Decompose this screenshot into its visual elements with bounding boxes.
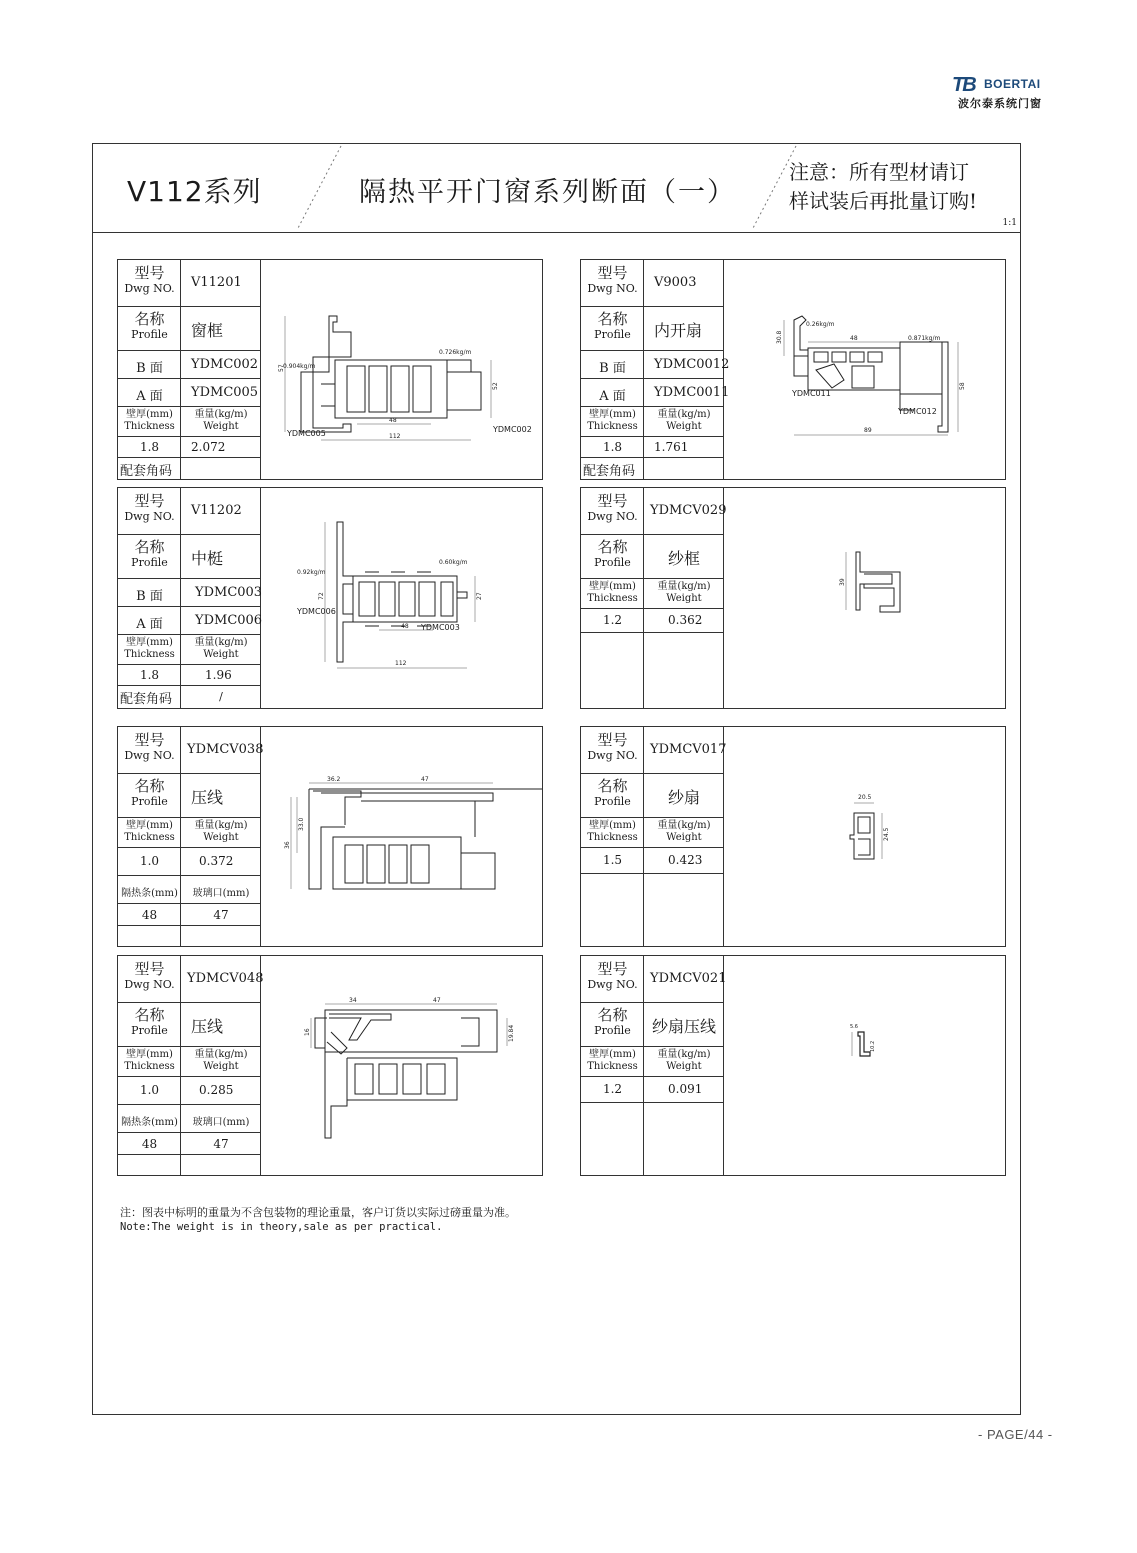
note-zh: 注：图表中标明的重量为不含包装物的理论重量，客户订货以实际过磅重量为准。 bbox=[120, 1206, 516, 1219]
thickness-value: 1.8 bbox=[602, 440, 623, 454]
glass-value: 47 bbox=[213, 908, 229, 922]
dim-h2: 52 bbox=[492, 382, 499, 390]
model-label-zh: 型号 bbox=[134, 960, 165, 978]
model-row bbox=[581, 727, 727, 774]
spec-header-row bbox=[581, 1047, 724, 1077]
name-row bbox=[118, 1003, 261, 1047]
name-label-zh: 名称 bbox=[134, 777, 165, 795]
profile-card-v11201 bbox=[117, 259, 543, 480]
weight-value: 0.091 bbox=[668, 1082, 703, 1096]
thickness-label-zh: 壁厚(mm) bbox=[126, 820, 173, 831]
profile-card-ydmcv017 bbox=[580, 726, 1006, 947]
thickness-label-zh: 壁厚(mm) bbox=[589, 1049, 636, 1060]
profile-card-v9003 bbox=[580, 259, 1006, 480]
a-face-value: YDMC006 bbox=[195, 613, 263, 628]
dim-d1: 5.6 bbox=[850, 1024, 858, 1030]
thickness-label-en: Thickness bbox=[124, 832, 175, 843]
weight-label-zh: 重量(kg/m) bbox=[657, 820, 711, 831]
a-face-label: A 面 bbox=[136, 617, 163, 632]
thickness-label-zh: 壁厚(mm) bbox=[126, 1049, 173, 1060]
dim-d1: 48 bbox=[401, 623, 409, 630]
weight-value: 0.362 bbox=[668, 613, 703, 627]
thickness-label-en: Thickness bbox=[587, 593, 638, 604]
model-row bbox=[118, 488, 261, 535]
dim-h1: 72 bbox=[318, 592, 325, 600]
thickness-label-en: Thickness bbox=[587, 832, 638, 843]
name-value: 压线 bbox=[191, 788, 224, 807]
name-label-zh: 名称 bbox=[597, 1006, 628, 1024]
dim-h1: 19.84 bbox=[508, 1024, 515, 1042]
strip-header-row bbox=[118, 1105, 261, 1133]
weight-label-en: Weight bbox=[203, 421, 239, 432]
name-label-en: Profile bbox=[131, 795, 168, 808]
name-row bbox=[118, 307, 261, 351]
thickness-label-en: Thickness bbox=[124, 1061, 175, 1072]
spec-value-row bbox=[581, 609, 724, 633]
name-value: 窗框 bbox=[191, 321, 224, 340]
weight-label-zh: 重量(kg/m) bbox=[194, 820, 248, 831]
thickness-value: 1.2 bbox=[602, 1082, 623, 1096]
thickness-value: 1.5 bbox=[602, 853, 623, 867]
dim-d1: 20.5 bbox=[858, 794, 872, 801]
brand-logo bbox=[952, 72, 1072, 112]
model-label-zh: 型号 bbox=[134, 492, 165, 510]
model-label-en: Dwg NO. bbox=[587, 978, 638, 991]
model-value: V9003 bbox=[654, 275, 697, 290]
b-face-row bbox=[118, 579, 261, 607]
dim-d1: 48 bbox=[389, 417, 397, 424]
weight-label-en: Weight bbox=[203, 1061, 239, 1072]
glass-value: 47 bbox=[213, 1137, 229, 1151]
b-face-value: YDMC003 bbox=[195, 585, 263, 600]
name-row bbox=[581, 535, 724, 579]
model-value: YDMCV038 bbox=[187, 742, 264, 757]
profile-drawing-v11202 bbox=[261, 488, 542, 708]
b-face-row bbox=[118, 351, 261, 379]
model-label-en: Dwg NO. bbox=[124, 749, 175, 762]
dim-h1: 39 bbox=[839, 578, 846, 586]
a-face-value: YDMC005 bbox=[191, 385, 259, 400]
model-label-zh: 型号 bbox=[134, 731, 165, 749]
strip-value: 48 bbox=[141, 908, 158, 922]
name-value: 压线 bbox=[191, 1017, 224, 1036]
name-row bbox=[118, 535, 261, 579]
model-row bbox=[581, 956, 727, 1003]
dim-h2: 16 bbox=[304, 1028, 311, 1036]
spec-header-row bbox=[118, 407, 261, 437]
dim-w1: 0.904kg/m bbox=[283, 363, 316, 370]
tag-b: YDMC003 bbox=[421, 623, 460, 632]
weight-notes bbox=[120, 1206, 516, 1234]
weight-label-zh: 重量(kg/m) bbox=[194, 637, 248, 648]
name-label-zh: 名称 bbox=[134, 1006, 165, 1024]
dim-h1: 33.0 bbox=[298, 817, 305, 831]
profile-drawing-ydmcv021 bbox=[724, 956, 1005, 1175]
strip-label: 隔热条(mm) bbox=[121, 888, 178, 899]
weight-label-en: Weight bbox=[203, 832, 239, 843]
spec-value-row bbox=[118, 665, 261, 686]
strip-header-row bbox=[118, 876, 261, 904]
profile-card-v11202 bbox=[117, 487, 543, 709]
profile-drawing-ydmcv048 bbox=[261, 956, 542, 1175]
model-label-zh: 型号 bbox=[597, 731, 628, 749]
model-label-en: Dwg NO. bbox=[587, 282, 638, 295]
spec-header-row bbox=[581, 407, 724, 437]
dim-w1: 0.92kg/m bbox=[297, 569, 326, 576]
name-row bbox=[581, 1003, 724, 1047]
dim-d2: 47 bbox=[421, 776, 429, 783]
model-value: YDMCV029 bbox=[650, 503, 727, 518]
b-face-label: B 面 bbox=[599, 361, 626, 376]
thickness-value: 1.8 bbox=[139, 440, 160, 454]
dim-h1: 24.5 bbox=[883, 827, 890, 841]
name-label-en: Profile bbox=[594, 556, 631, 569]
corner-label: 配套角码 bbox=[120, 692, 173, 707]
dim-d2: 112 bbox=[395, 660, 407, 667]
name-value: 纱框 bbox=[667, 549, 700, 568]
spec-value-row bbox=[581, 848, 724, 874]
weight-value: 2.072 bbox=[191, 440, 226, 454]
dim-d2: 47 bbox=[433, 997, 441, 1004]
model-label-en: Dwg NO. bbox=[124, 510, 175, 523]
dim-h1: 57 bbox=[278, 364, 285, 372]
dim-d1: 34 bbox=[349, 997, 357, 1004]
dim-w2: 0.871kg/m bbox=[908, 335, 941, 342]
profile-drawing-ydmcv038 bbox=[261, 727, 542, 946]
model-value: V11201 bbox=[191, 275, 242, 290]
name-label-zh: 名称 bbox=[597, 538, 628, 556]
spec-value-row bbox=[118, 1077, 261, 1105]
name-value: 中梃 bbox=[191, 549, 224, 568]
glass-label: 玻璃口(mm) bbox=[192, 1117, 250, 1128]
logo-subtitle: 波尔泰系统门窗 bbox=[958, 97, 1042, 110]
spec-header-row bbox=[118, 818, 261, 848]
thickness-label-zh: 壁厚(mm) bbox=[589, 820, 636, 831]
strip-value: 48 bbox=[141, 1137, 158, 1151]
spec-value-row bbox=[118, 437, 261, 458]
a-face-row bbox=[118, 379, 261, 407]
corner-row bbox=[581, 458, 724, 479]
b-face-value: YDMC0012 bbox=[654, 357, 730, 372]
weight-label-zh: 重量(kg/m) bbox=[657, 1049, 711, 1060]
profile-card-ydmcv021 bbox=[580, 955, 1006, 1176]
thickness-label-en: Thickness bbox=[587, 421, 638, 432]
corner-value: / bbox=[219, 690, 223, 703]
order-notice bbox=[789, 158, 1017, 216]
thickness-label-zh: 壁厚(mm) bbox=[126, 637, 173, 648]
name-row bbox=[581, 307, 724, 351]
strip-value-row bbox=[118, 904, 261, 926]
name-label-en: Profile bbox=[131, 556, 168, 569]
name-label-en: Profile bbox=[594, 1024, 631, 1037]
model-label-en: Dwg NO. bbox=[587, 749, 638, 762]
a-face-label: A 面 bbox=[599, 389, 626, 404]
spec-header-row bbox=[581, 579, 724, 609]
page-number: - PAGE/44 - bbox=[978, 1427, 1053, 1442]
catalog-header bbox=[93, 144, 1020, 233]
tag-a: YDMC011 bbox=[792, 389, 831, 398]
notice-line-1: 注意：所有型材请订 bbox=[789, 160, 969, 184]
dim-w2: 0.726kg/m bbox=[439, 349, 472, 356]
weight-label-en: Weight bbox=[666, 421, 702, 432]
spec-header-row bbox=[581, 818, 724, 848]
model-row bbox=[581, 488, 727, 535]
model-row bbox=[118, 956, 264, 1003]
model-row bbox=[118, 727, 264, 774]
dim-h2: 58 bbox=[959, 382, 966, 390]
glass-label: 玻璃口(mm) bbox=[192, 888, 250, 899]
thickness-label-zh: 壁厚(mm) bbox=[589, 581, 636, 592]
spec-value-row bbox=[581, 437, 724, 458]
model-label-en: Dwg NO. bbox=[587, 510, 638, 523]
corner-row bbox=[118, 458, 261, 479]
name-label-en: Profile bbox=[131, 328, 168, 341]
thickness-label-en: Thickness bbox=[124, 649, 175, 660]
name-label-zh: 名称 bbox=[597, 777, 628, 795]
weight-label-zh: 重量(kg/m) bbox=[657, 581, 711, 592]
name-label-en: Profile bbox=[594, 795, 631, 808]
thickness-label-en: Thickness bbox=[587, 1061, 638, 1072]
model-value: YDMCV048 bbox=[187, 971, 264, 986]
profile-drawing-v11201 bbox=[261, 260, 542, 479]
spec-value-row bbox=[118, 848, 261, 876]
dim-d2: 89 bbox=[864, 427, 872, 434]
model-label-en: Dwg NO. bbox=[124, 282, 175, 295]
dim-w2: 0.60kg/m bbox=[439, 559, 468, 566]
drawing-scale: 1:1 bbox=[1002, 218, 1017, 228]
weight-value: 0.285 bbox=[199, 1083, 234, 1097]
profile-card-ydmcv029 bbox=[580, 487, 1006, 709]
b-face-value: YDMC002 bbox=[191, 357, 259, 372]
thickness-value: 1.0 bbox=[139, 1083, 160, 1097]
a-face-label: A 面 bbox=[136, 389, 163, 404]
spec-header-row bbox=[118, 1047, 261, 1077]
thickness-label-en: Thickness bbox=[124, 421, 175, 432]
model-value: V11202 bbox=[191, 503, 242, 518]
weight-label-zh: 重量(kg/m) bbox=[194, 409, 248, 420]
b-face-label: B 面 bbox=[136, 589, 163, 604]
spec-header-row bbox=[118, 635, 261, 665]
page-title: 隔热平开门窗系列断面（一） bbox=[359, 177, 736, 208]
dim-h1: 30.8 bbox=[776, 330, 783, 344]
weight-label-en: Weight bbox=[203, 649, 239, 660]
corner-label: 配套角码 bbox=[583, 464, 636, 479]
tag-a: YDMC005 bbox=[287, 429, 326, 438]
model-label-zh: 型号 bbox=[597, 492, 628, 510]
thickness-value: 1.8 bbox=[139, 668, 160, 682]
tag-b: YDMC002 bbox=[493, 425, 532, 434]
name-value: 纱扇压线 bbox=[652, 1017, 717, 1036]
a-face-row bbox=[581, 379, 730, 407]
profile-drawing-ydmcv029 bbox=[724, 488, 1005, 708]
profile-card-ydmcv048 bbox=[117, 955, 543, 1176]
a-face-value: YDMC0011 bbox=[654, 385, 730, 400]
dim-h2: 36 bbox=[284, 841, 291, 849]
logo-mark: TB bbox=[952, 74, 975, 96]
dim-w1: 0.26kg/m bbox=[806, 321, 835, 328]
note-en: Note:The weight is in theory,sale as per practical. bbox=[120, 1221, 443, 1233]
name-row bbox=[118, 774, 261, 818]
strip-label: 隔热条(mm) bbox=[121, 1117, 178, 1128]
profile-drawing-v9003 bbox=[724, 260, 1005, 479]
header-divider-left bbox=[293, 144, 343, 232]
model-label-en: Dwg NO. bbox=[124, 978, 175, 991]
thickness-value: 1.2 bbox=[602, 613, 623, 627]
thickness-label-zh: 壁厚(mm) bbox=[589, 409, 636, 420]
model-label-zh: 型号 bbox=[134, 264, 165, 282]
dim-h1: 10.2 bbox=[870, 1040, 876, 1052]
tag-b: YDMC012 bbox=[898, 407, 937, 416]
weight-label-zh: 重量(kg/m) bbox=[194, 1049, 248, 1060]
name-label-zh: 名称 bbox=[134, 310, 165, 328]
profile-card-ydmcv038 bbox=[117, 726, 543, 947]
name-value: 内开扇 bbox=[654, 321, 703, 340]
b-face-row bbox=[581, 351, 730, 379]
weight-value: 0.372 bbox=[199, 854, 234, 868]
weight-label-en: Weight bbox=[666, 1061, 702, 1072]
model-value: YDMCV017 bbox=[650, 742, 727, 757]
weight-value: 1.96 bbox=[205, 668, 232, 682]
b-face-label: B 面 bbox=[136, 361, 163, 376]
tag-a: YDMC006 bbox=[297, 607, 336, 616]
profile-drawing-ydmcv017 bbox=[724, 727, 1005, 946]
model-row bbox=[581, 260, 724, 307]
corner-row bbox=[118, 686, 261, 708]
series-title: V112系列 bbox=[127, 175, 262, 208]
a-face-row bbox=[118, 607, 261, 635]
thickness-value: 1.0 bbox=[139, 854, 160, 868]
model-label-zh: 型号 bbox=[597, 960, 628, 978]
name-label-en: Profile bbox=[131, 1024, 168, 1037]
logo-brand: BOERTAI bbox=[984, 77, 1041, 91]
dim-d1: 36.2 bbox=[327, 776, 341, 783]
model-label-zh: 型号 bbox=[597, 264, 628, 282]
weight-value: 0.423 bbox=[668, 853, 703, 867]
notice-line-2: 样试装后再批量订购! bbox=[789, 189, 978, 213]
dim-d2: 112 bbox=[389, 433, 401, 440]
spec-value-row bbox=[581, 1077, 724, 1103]
weight-label-en: Weight bbox=[666, 832, 702, 843]
weight-value: 1.761 bbox=[654, 440, 689, 454]
name-label-en: Profile bbox=[594, 328, 631, 341]
name-row bbox=[581, 774, 724, 818]
dim-d1: 48 bbox=[850, 335, 858, 342]
name-label-zh: 名称 bbox=[597, 310, 628, 328]
weight-label-zh: 重量(kg/m) bbox=[657, 409, 711, 420]
name-value: 纱扇 bbox=[667, 788, 700, 807]
thickness-label-zh: 壁厚(mm) bbox=[126, 409, 173, 420]
name-label-zh: 名称 bbox=[134, 538, 165, 556]
dim-h2: 27 bbox=[476, 592, 483, 600]
model-value: YDMCV021 bbox=[650, 971, 727, 986]
strip-value-row bbox=[118, 1133, 261, 1155]
weight-label-en: Weight bbox=[666, 593, 702, 604]
corner-label: 配套角码 bbox=[120, 464, 173, 479]
model-row bbox=[118, 260, 261, 307]
